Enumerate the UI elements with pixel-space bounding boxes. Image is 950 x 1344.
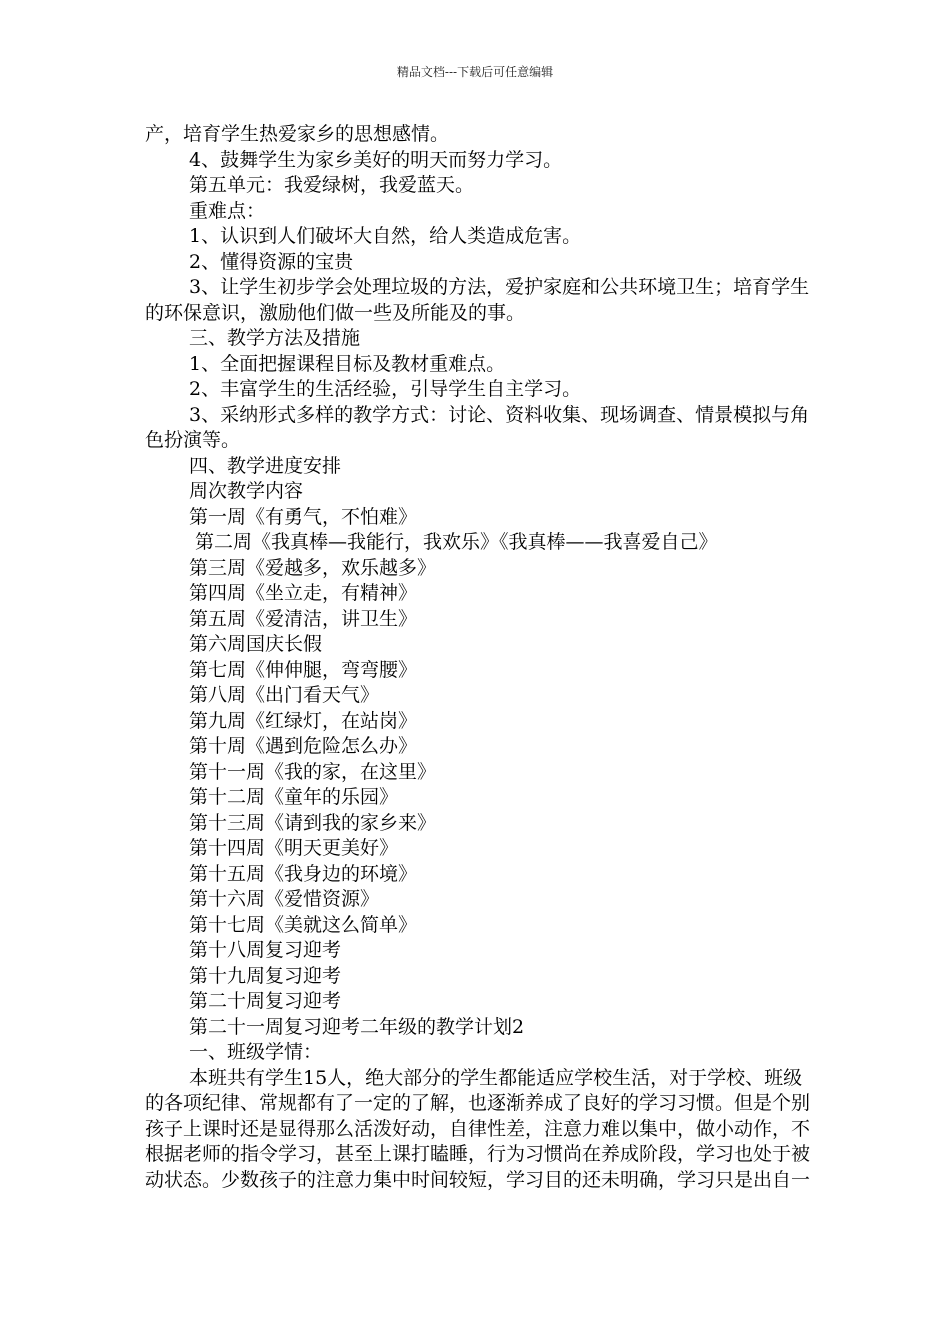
section-title: 第五单元：我爱绿树，我爱蓝天。 bbox=[189, 174, 475, 196]
page-header: 精品文档---下载后可任意编辑 bbox=[396, 65, 554, 79]
paragraph: 1、全面把握课程目标及教材重难点。 bbox=[189, 352, 506, 375]
schedule-item: 第十一周《我的家，在这里》 bbox=[189, 760, 437, 783]
paragraph: 2、懂得资源的宝贵 bbox=[189, 250, 354, 273]
schedule-item: 第五周《爱清洁，讲卫生》 bbox=[189, 607, 418, 630]
document-body bbox=[145, 122, 810, 1193]
schedule-item: 第九周《红绿灯，在站岗》 bbox=[189, 709, 418, 732]
schedule-item: 第二周《我真棒—我能行，我欢乐》《我真棒——我喜爱自己》 bbox=[195, 531, 718, 553]
section-title: 四、教学进度安排 bbox=[189, 454, 342, 477]
schedule-item: 第十四周《明天更美好》 bbox=[189, 837, 399, 859]
paragraph: 2、丰富学生的生活经验，引导学生自主学习。 bbox=[189, 378, 582, 400]
schedule-item: 第十七周《美就这么简单》 bbox=[189, 913, 418, 936]
schedule-item: 第十三周《请到我的家乡来》 bbox=[189, 811, 437, 834]
paragraph: 本班共有学生15人，绝大部分的学生都能适应学校生活，对于学校、班级的各项纪律、常规都有了一定的了解，也逐渐养成了良好的学习习惯。但是个别孩子上课时还是显得那么活泼好动，自律性差，注意力难以集中，做小动作，不根据老师的指令学习，甚至上课打瞌睡，行为习惯尚在养成阶段，学习也处于被动状态。少数孩子的注意力集中时间较短，学习目的还未明确，学习只是出自一 bbox=[145, 1066, 811, 1191]
schedule-item: 第四周《坐立走，有精神》 bbox=[189, 582, 418, 604]
paragraph: 1、认识到人们破坏大自然，给人类造成危害。 bbox=[189, 225, 582, 247]
paragraph: 产，培育学生热爱家乡的思想感情。 bbox=[145, 123, 450, 145]
schedule-item: 第三周《爱越多，欢乐越多》 bbox=[189, 556, 437, 579]
schedule-item: 第十六周《爱惜资源》 bbox=[189, 888, 380, 910]
schedule-item: 第八周《出门看天气》 bbox=[189, 684, 380, 706]
paragraph: 3、让学生初步学会处理垃圾的方法，爱护家庭和公共环境卫生；培育学生的环保意识，激励他们做一些及所能及的事。 bbox=[145, 276, 810, 324]
schedule-item: 第十九周复习迎考 bbox=[189, 964, 342, 987]
schedule-item: 第七周《伸伸腿，弯弯腰》 bbox=[189, 658, 418, 681]
schedule-item: 第十二周《童年的乐园》 bbox=[189, 786, 399, 808]
schedule-item: 第二十一周复习迎考二年级的教学计划2 bbox=[189, 1015, 525, 1038]
section-title: 三、教学方法及措施 bbox=[189, 327, 361, 349]
schedule-item: 第一周《有勇气，不怕难》 bbox=[189, 505, 418, 528]
paragraph: 4、鼓舞学生为家乡美好的明天而努力学习。 bbox=[189, 148, 563, 171]
schedule-item: 第六周国庆长假 bbox=[189, 633, 323, 655]
paragraph: 重难点： bbox=[189, 199, 266, 222]
schedule-item: 第十五周《我身边的环境》 bbox=[189, 862, 418, 885]
schedule-header: 周次教学内容 bbox=[189, 480, 304, 502]
paragraph: 3、采纳形式多样的教学方式：讨论、资料收集、现场调查、情景模拟与角色扮演等。 bbox=[145, 403, 810, 451]
schedule-item: 第十周《遇到危险怎么办》 bbox=[189, 735, 418, 757]
schedule-item: 第十八周复习迎考 bbox=[189, 939, 342, 961]
section-title: 一、班级学情： bbox=[189, 1041, 323, 1063]
schedule-item: 第二十周复习迎考 bbox=[189, 990, 342, 1012]
